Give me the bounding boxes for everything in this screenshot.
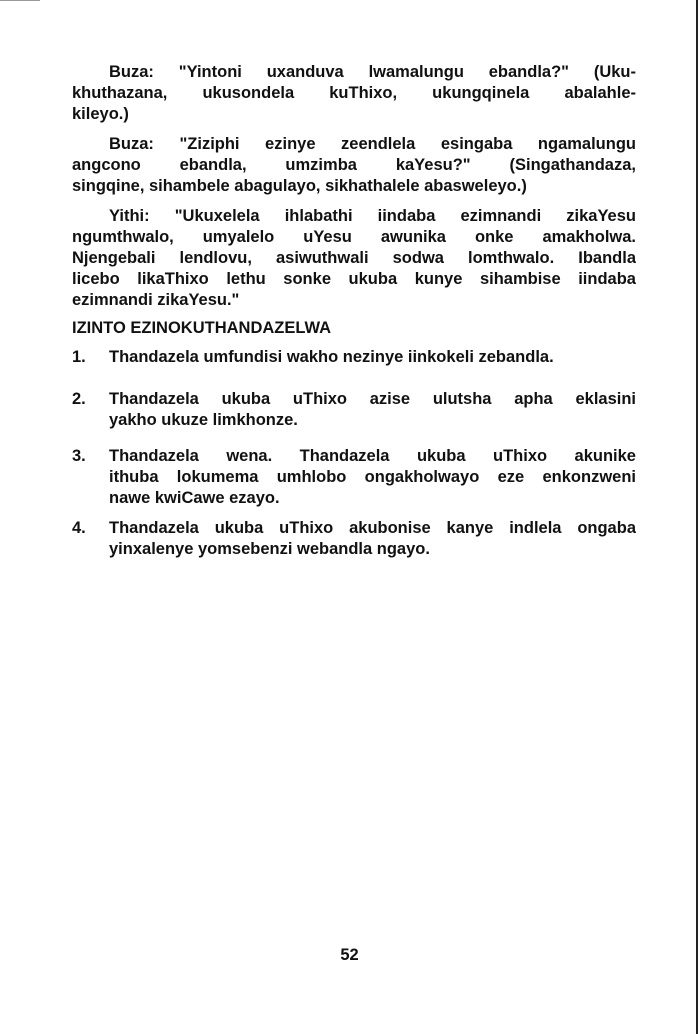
scan-edge-top [0,0,40,1]
item-number: 3. [72,447,86,465]
text-line: ngumthwalo, umyalelo uYesu awunika onke amakholwa. [72,228,636,246]
text-line: Buza: "Yintoni uxanduva lwamalungu ebandla?" (Uku- [109,63,636,81]
text-line: Buza: "Ziziphi ezinye zeendlela esingaba ngamalungu [109,135,636,153]
text-line: ithuba lokumema umhlobo ongakholwayo eze enkonzweni [109,468,636,486]
text-line: Njengebali lendlovu, asiwuthwali sodwa lomthwalo. Ibandla [72,249,636,267]
text-line: ezimnandi zikaYesu." [72,291,240,309]
text-line: Thandazela ukuba uThixo azise ulutsha apha eklasini [109,390,636,408]
list-item [72,446,636,509]
item-number: 4. [72,519,86,537]
text-line: licebo likaThixo lethu sonke ukuba kunye sihambise iindaba [72,270,636,288]
text-line: Thandazela umfundisi wakho nezinye iinkokeli zebandla. [109,348,554,366]
text-line: nawe kwiCawe ezayo. [109,489,280,507]
list-item [72,518,636,560]
text-line: khuthazana, ukusondela kuThixo, ukungqinela abalahle- [72,84,636,102]
paragraph-1 [72,62,636,125]
list-item [72,347,636,368]
paragraph-3 [72,206,636,311]
paragraph-2 [72,134,636,197]
text-line: Thandazela wena. Thandazela ukuba uThixo akunike [109,447,636,465]
list-item [72,389,636,431]
scan-edge-right [696,0,698,1034]
text-line: angcono ebandla, umzimba kaYesu?" (Singathandaza, [72,156,636,174]
text-line: yakho ukuze limkhonze. [109,411,298,429]
text-line: Yithi: "Ukuxelela ihlabathi iindaba ezimnandi zikaYesu [109,207,636,225]
text-line: singqine, sihambele abagulayo, sikhathalele abasweleyo.) [72,177,527,195]
item-number: 2. [72,390,86,408]
page-number: 52 [340,946,359,964]
item-number: 1. [72,348,86,366]
text-line: Thandazela ukuba uThixo akubonise kanye indlela ongaba [109,519,636,537]
text-line: kileyo.) [72,105,129,123]
section-heading: IZINTO EZINOKUTHANDAZELWA [72,319,332,337]
text-line: yinxalenye yomsebenzi webandla ngayo. [109,540,430,558]
